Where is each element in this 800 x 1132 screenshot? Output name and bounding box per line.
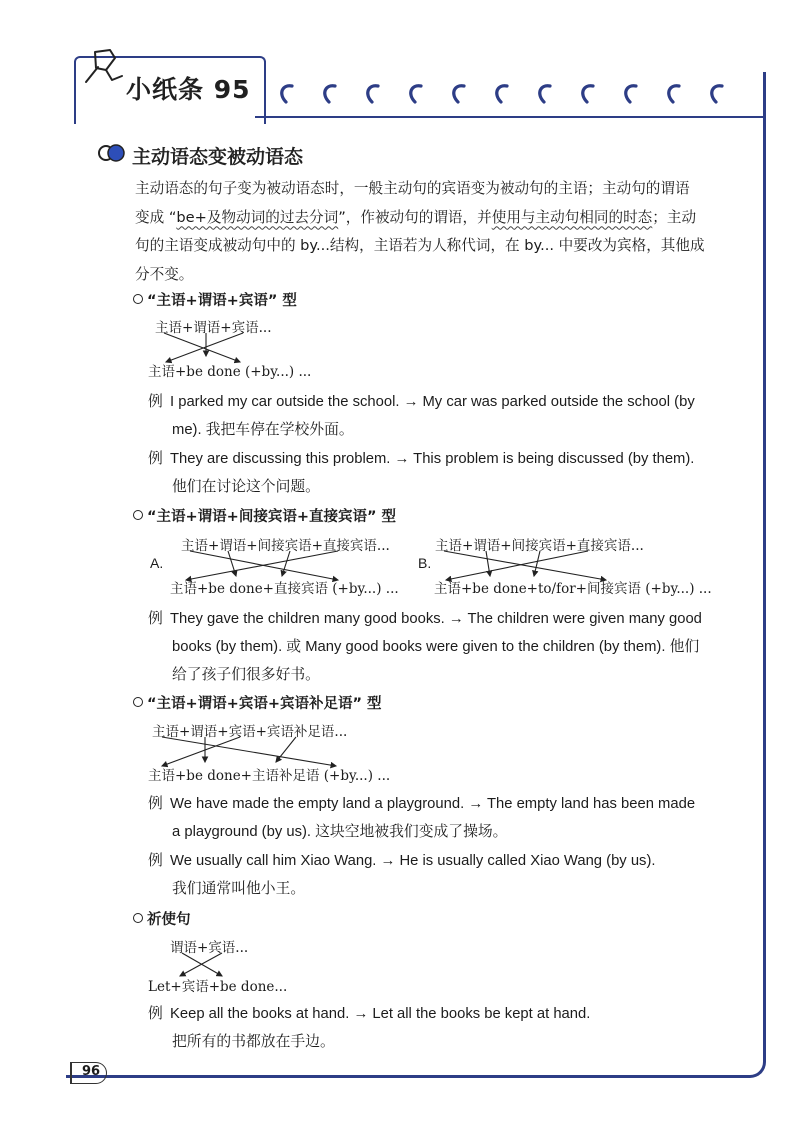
example-marker: 例	[148, 1005, 163, 1022]
be-done-highlight: be+及物动词的过去分词	[176, 208, 339, 226]
type1-diagram-bottom: 主语+be done (+by...) ...	[148, 364, 312, 380]
type2-a-top: 主语+谓语+间接宾语+直接宾语...	[181, 538, 390, 554]
type1-example-2: 例 They are discussing this problem. → This problem is being discussed (by them). 他们在讨论这个问题。	[148, 445, 738, 501]
type3-diagram-top: 主语+谓语+宾语+宾语补足语...	[152, 724, 348, 740]
example-marker: 例	[148, 795, 163, 812]
type1-diagram-top: 主语+谓语+宾语...	[155, 320, 272, 336]
type1-heading: “主语+谓语+宾语” 型	[133, 289, 297, 310]
same-tense-highlight: 使用与主动句相同的时态	[491, 208, 653, 226]
type2-example: 例 They gave the children many good books. → The children were given many good books (by them). 或 Many good books were given to the children (by them). 他们 给了孩子们很多好书。	[148, 605, 738, 689]
type2-a-label: A.	[150, 555, 164, 571]
type2-b-label: B.	[418, 555, 432, 571]
type3-heading: “主语+谓语+宾语+宾语补足语” 型	[133, 692, 382, 713]
type1-example-1: 例 I parked my car outside the school. → My car was parked outside the school (by me). 我把车停在学校外面。	[148, 388, 738, 444]
intro-line-2: 变成 “be+及物动词的过去分词”，作被动句的谓语，并使用与主动句相同的时态；主动	[135, 208, 697, 226]
type2-a-bottom: 主语+be done+直接宾语 (+by...) ...	[170, 581, 399, 597]
example-marker: 例	[148, 852, 163, 869]
type4-example: 例 Keep all the books at hand. → Let all the books be kept at hand. 把所有的书都放在手边。	[148, 1000, 738, 1056]
type3-example-1: 例 We have made the empty land a playground. → The empty land has been made a playground (by us). 这块空地被我们变成了操场。	[148, 790, 738, 846]
type4-diagram-top: 谓语+宾语...	[170, 940, 249, 956]
section-title: 主动语态变被动语态	[132, 146, 304, 168]
header-title: 小纸条 95	[126, 75, 251, 104]
example-marker: 例	[148, 450, 163, 467]
type2-b-bottom: 主语+be done+to/for+间接宾语 (+by...) ...	[434, 581, 712, 597]
type4-heading: 祈使句	[133, 908, 191, 929]
example-marker: 例	[148, 393, 163, 410]
intro-line-4: 分不变。	[135, 265, 194, 283]
intro-line-3: 句的主语变成被动句中的 by...结构，主语若为人称代词，在 by... 中要改为宾格，其他成	[135, 237, 705, 255]
example-marker: 例	[148, 610, 163, 627]
type4-diagram-bottom: Let+宾语+be done...	[148, 979, 288, 995]
type3-example-2: 例 We usually call him Xiao Wang. → He is usually called Xiao Wang (by us). 我们通常叫他小王。	[148, 847, 738, 903]
type2-heading: “主语+谓语+间接宾语+直接宾语” 型	[133, 505, 396, 526]
type3-diagram-bottom: 主语+be done+主语补足语 (+by...) ...	[148, 768, 391, 784]
type2-b-top: 主语+谓语+间接宾语+直接宾语...	[435, 538, 644, 554]
intro-line-1: 主动语态的句子变为被动语态时，一般主动句的宾语变为被动句的主语；主动句的谓语	[135, 180, 690, 197]
page-number: 96	[82, 1064, 101, 1079]
